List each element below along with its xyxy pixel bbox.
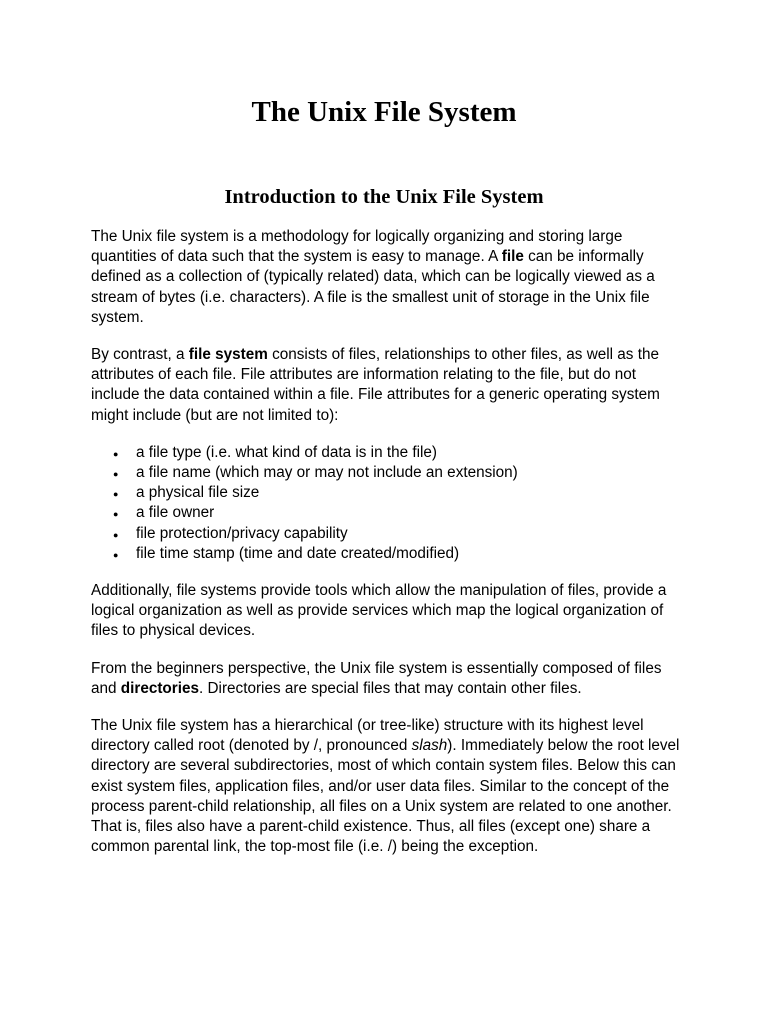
paragraph-file-definition <box>91 227 683 328</box>
paragraph-text: consists of files, relationships to other files, as well as the attributes of each file. File attributes are information relating to the file, but do not include the data contained within a file. File attributes for a generic operating system might include (but are not limited to): <box>91 346 660 424</box>
paragraph-text: . Directories are special files that may contain other files. <box>199 679 582 697</box>
paragraph-hierarchy <box>91 716 683 857</box>
paragraph-file-system-definition <box>91 345 683 426</box>
list-item <box>91 463 683 483</box>
paragraph-text: The Unix file system is a methodology for logically organizing and storing large quantities of data such that the system is easy to manage. A <box>91 228 623 266</box>
paragraph-text: From the beginners perspective, the Unix file system is essentially composed of files and <box>91 659 662 697</box>
file-attributes-list <box>91 443 683 564</box>
term-directories: directories <box>120 679 199 697</box>
paragraph-text: ). Immediately below the root level directory are several subdirectories, most of which contain system files. Below this can exist system files, application files, and/or user data files. Similar to the concept of the process parent-child relationship, all files on a Unix system are related to one another. That is, files also have a parent-child existence. Thus, all files (except one) share a common parental link, the top-most file (i.e. /) being the exception. <box>91 737 680 856</box>
term-file-system: file system <box>188 346 268 364</box>
list-item-text: a file name (which may or may not include an extension) <box>136 464 518 482</box>
list-item-text: file protection/privacy capability <box>136 524 348 542</box>
list-item <box>91 544 683 564</box>
bullet-icon: ● <box>113 549 119 560</box>
paragraph-text: can be informally defined as a collection of (typically related) data, which can be logically viewed as a stream of bytes (i.e. characters). A file is the smallest unit of storage in the Unix file system. <box>91 248 655 326</box>
list-item <box>91 443 683 463</box>
bullet-icon: ● <box>113 469 119 480</box>
list-item-text: a physical file size <box>136 484 260 502</box>
paragraph-directories <box>91 659 683 699</box>
document-body <box>91 227 683 874</box>
bullet-icon: ● <box>113 529 119 540</box>
paragraph-text: By contrast, a <box>91 346 189 364</box>
bullet-icon: ● <box>113 509 119 520</box>
list-item-text: a file type (i.e. what kind of data is in the file) <box>136 443 437 461</box>
term-slash: slash <box>411 737 448 755</box>
section-heading: Introduction to the Unix File System <box>224 186 544 208</box>
paragraph-text: The Unix file system has a hierarchical (or tree-like) structure with its highest level directory called root (denoted by /, pronounced <box>91 717 644 755</box>
term-file: file <box>501 248 524 266</box>
document-title: The Unix File System <box>251 96 517 128</box>
list-item <box>91 503 683 523</box>
list-item-text: file time stamp (time and date created/modified) <box>136 544 460 562</box>
bullet-icon: ● <box>113 448 119 459</box>
paragraph-file-system-tools: Additionally, file systems provide tools which allow the manipulation of files, provide a logical organization as well as provide services which map the logical organization of files to physical devices. <box>91 582 667 640</box>
list-item-text: a file owner <box>136 504 215 522</box>
bullet-icon: ● <box>113 489 119 500</box>
list-item <box>91 483 683 503</box>
list-item <box>91 524 683 544</box>
